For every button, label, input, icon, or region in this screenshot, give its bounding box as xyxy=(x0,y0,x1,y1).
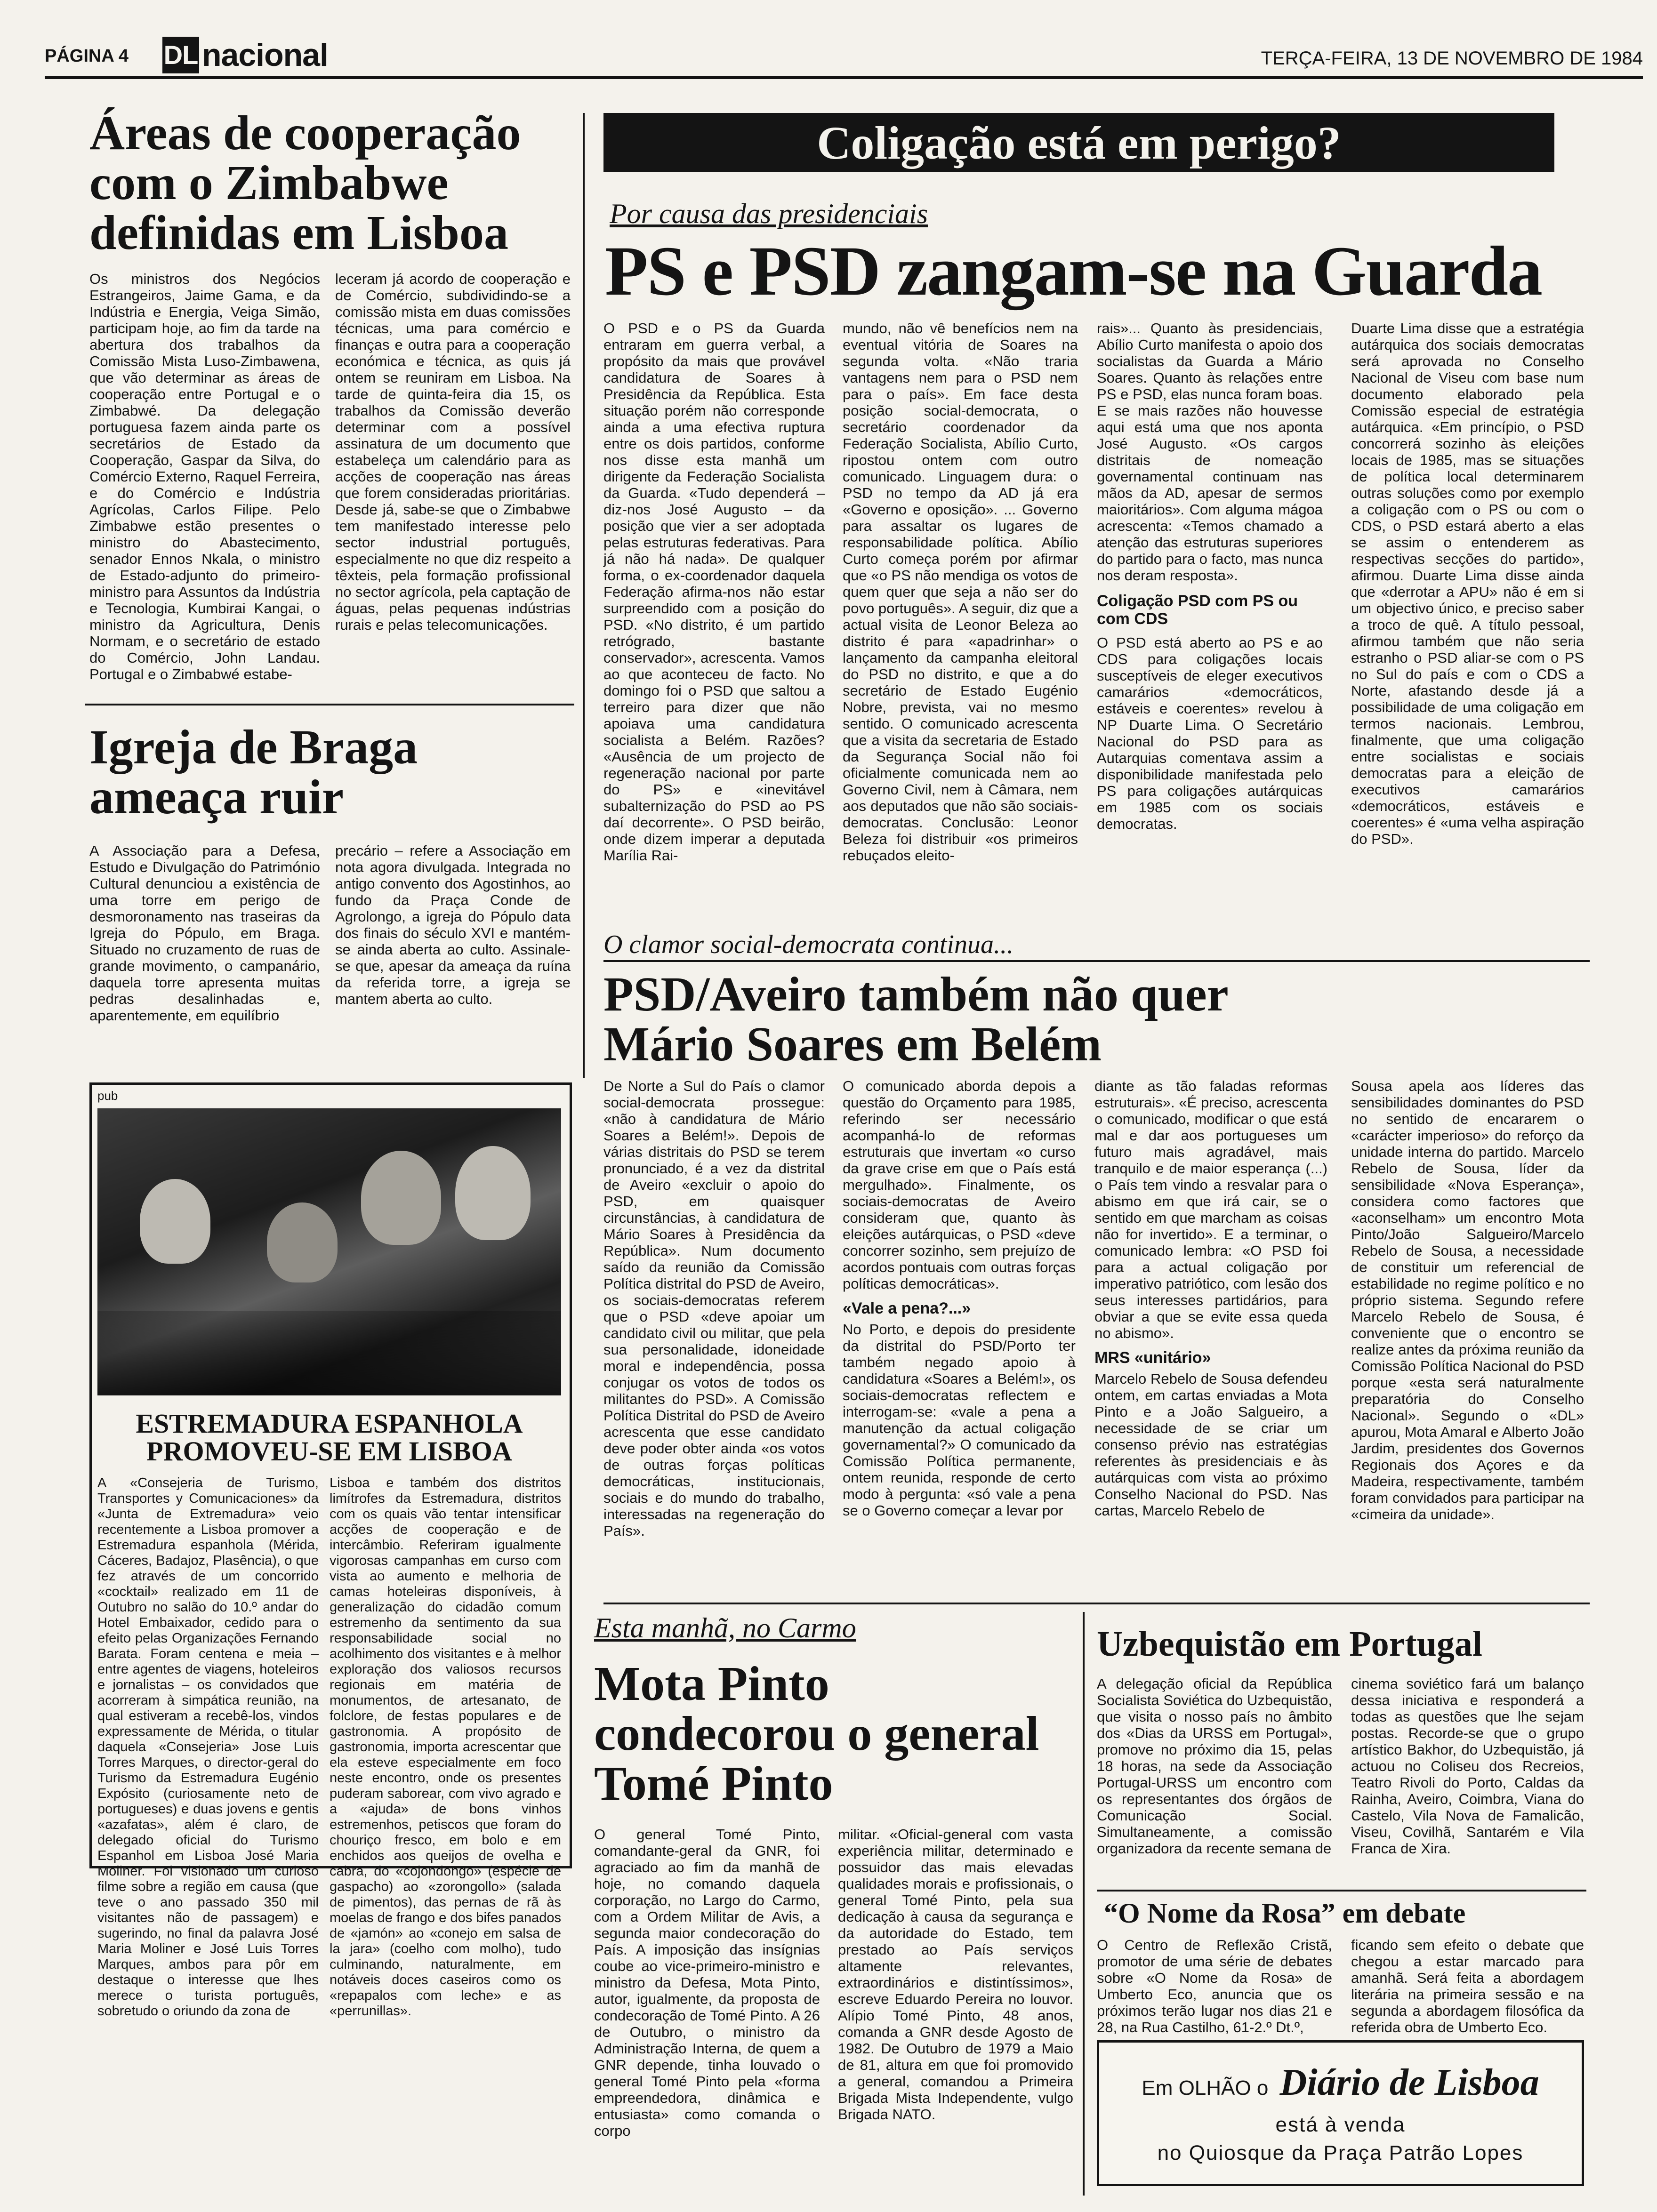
aveiro-col-1: De Norte a Sul do País o clamor social-democrata prossegue: «não à candidatura de Mário Soares a Belém!». Depois de várias distritais do PSD se terem pronunciado, é a vez da distrital de Aveiro «excluir o apoio do PSD, em quaisquer circunstâncias, à candidatura de Mário Soares à Presidência da República». Num documento saído da reunião da Comissão Política distrital do PSD de Aveiro, os sociais-democratas referem que o PSD «deve apoiar um candidato civil ou militar, que pela sua personalidade, idoneidade moral e independência, possa conjugar os votos de todos os militantes do PSD». A Comissão Política Distrital do PSD de Aveiro acrescenta que esse candidato deve poder obter ainda «os votos de outras forças políticas democráticas, institucionais, sociais e do mundo do trabalho, interessadas na regeneração do País». xyxy=(603,1078,825,1539)
guarda-subhead: Coligação PSD com PS ou com CDS xyxy=(1097,592,1298,628)
advertorial-box xyxy=(89,1082,572,2019)
section-logo-text: nacional xyxy=(202,37,328,73)
aveiro-col-3a: diante as tão faladas reformas estruturais». «É preciso, acrescenta o comunicado, modificar o que está mal e dar aos portugueses um futuro mais agradável, mais tranquilo e de maior esperança (...) o País tem vindo a resvalar para o abismo em que irá cair, se o sentido em que marcham as coisas não for invertido». E a terminar, o comunicado lembra: «O PSD foi para a actual coligação por imperativo patriótico, com lesão dos seus interesses partidários, para obviar a que se evite essa queda no abismo». xyxy=(1094,1078,1327,1341)
aveiro-col-3b: Marcelo Rebelo de Sousa defendeu ontem, em cartas enviadas a Mota Pinto e a João Salgueiro, a necessidade de se criar um consenso prévio nas estratégias referentes às presidenciais e às autárquicas com vista ao próximo Conselho Nacional do PSD. Nas cartas, Marcelo Rebelo de xyxy=(1094,1370,1327,1519)
estremadura-headline: ESTREMADURA ESPANHOLA PROMOVEU-SE EM LISBOA xyxy=(136,1408,523,1467)
aveiro-kicker: O clamor social-democrata continua... xyxy=(603,930,1014,959)
braga-col-1: A Associação para a Defesa, Estudo e Divulgação do Património Cultural denunciou a existência de uma torre em perigo de desmoronamento nas traseiras da Igreja do Pópulo, em Braga. Situado no cruzamento de ruas de grande movimento, o campanário, daquela torre apresenta muitas pedras desalinhadas e, aparentemente, em equilíbrio xyxy=(89,842,320,1024)
aveiro-col-2b: No Porto, e depois do presidente da distrital do PSD/Porto ter também negado apoio à candidatura «Soares a Belém!», os sociais-democratas reflectem e interrogam-se: «vale a pena a manutenção da actual coligação governamental?» O comunicado da Comissão Política permanente, ontem reunida, responde de certo modo à pergunta: «só vale a pena se o Governo começar a levar por xyxy=(843,1321,1076,1519)
section-divider xyxy=(85,704,574,705)
braga-col-2: precário – refere a Associação em nota agora divulgada. Integrada no antigo convento dos Agostinhos, ao fundo da Praça Conde de Agrolongo, a igreja do Pópulo data dos finais do século XVI e mantém-se ainda aberta ao culto. Assinale-se que, apesar da ameaça da ruína da referida torre, a igreja se mantem aberta ao culto. xyxy=(335,842,571,1007)
mota-headline: Mota Pinto condecorou o general Tomé Pinto xyxy=(594,1657,1039,1811)
guarda-col-3b: O PSD está aberto ao PS e ao CDS para coligações locais susceptíveis de eleger executivos camarários «democráticos, estáveis e coerentes» revelou à NP Duarte Lima. O Secretário Nacional do PSD para as Autarquias comentava assim a disponibilidade manifestada pelo PS para coligações autárquicas em 1985 com os sociais democratas. xyxy=(1097,634,1323,832)
aveiro-col-4: Sousa apela aos líderes das sensibilidades dominantes do PSD no sentido de encararem o «carácter imperioso» do reforço da unidade interna do partido. Marcelo Rebelo de Sousa, líder da sensibilidade «Nova Esperança», considera como factores que «aconselham» um encontro Mota Pinto/João Salgueiro/Marcelo Rebelo de Sousa, a necessidade de constituir um referencial de estabilidade no regime político e no próprio sistema. Segundo refere Marcelo Rebelo de Sousa, é conveniente que o encontro se realize antes da próxima reunião da Comissão Política Nacional do PSD porque «esta será naturalmente preparatória do Conselho Nacional». Segundo o «DL» apurou, Mota Amaral e Alberto João Jardim, presidentes dos Governos Regionais dos Açores e da Madeira, respectivamente, também foram convidados para participar na «cimeira da unidade». xyxy=(1351,1078,1584,1523)
ad-brand: Diário de Lisboa xyxy=(1279,2062,1539,2103)
zimbabwe-col-2: leceram já acordo de cooperação e de Comércio, subdividindo-se a comissão mista em duas comissões técnicas, uma para comércio e finanças e outra para a cooperação económica e técnica, as quis já ontem se reuniram em Lisboa. Na tarde de quinta-feira dia 15, os trabalhos da Comissão deverão determinar com a possível assinatura de um documento que estabeleça um calendário para as acções de cooperação nas áreas que forem consideradas prioritárias. Desde já, sabe-se que o Zimbabwe tem manifestado interesse pelo sector industrial português, especialmente no que diz respeito a têxteis, pela formação profissional no sector agrícola, pela captação de águas, pelas pequenas indústrias rurais e pelas telecomunicações. xyxy=(335,271,571,633)
newspaper-emblem-icon: DL xyxy=(162,37,199,73)
column-divider xyxy=(583,113,585,1078)
guarda-headline: PS e PSD zangam-se na Guarda xyxy=(605,232,1542,310)
issue-date: TERÇA-FEIRA, 13 DE NOVEMBRO DE 1984 xyxy=(1261,48,1643,69)
aveiro-col-3 xyxy=(1094,1078,1327,1519)
aveiro-rule xyxy=(603,960,1590,962)
page-number: PÁGINA 4 xyxy=(45,46,129,66)
ad-location: Em OLHÃO o xyxy=(1142,2076,1269,2100)
aveiro-subhead-1: «Vale a pena?...» xyxy=(843,1299,971,1317)
aveiro-col-2 xyxy=(843,1078,1076,1519)
zimbabwe-headline: Áreas de cooperação com o Zimbabwe definidas em Lisboa xyxy=(89,106,521,260)
aveiro-subhead-2: MRS «unitário» xyxy=(1094,1349,1211,1367)
column-divider xyxy=(1083,1612,1085,2196)
guarda-col-1: O PSD e o PS da Guarda entraram em guerra verbal, a propósito da mais que provável candidatura de Soares à Presidência da República. Esta situação porém não corresponde ainda a uma efectiva ruptura entre os dois partidos, conforme nos disse esta manhã um dirigente da Federação Socialista da Guarda. «Tudo dependerá – diz-nos José Augusto – da posição que vier a ser adoptada pelas estruturas federativas. Para já não há nada». De qualquer forma, o ex-coordenador daquela Federação afirma-nos não estar surpreendido com a posição do PSD. «No distrito, é um partido retrógrado, bastante conservador», acrescenta. Vamos ao que aconteceu de facto. No domingo foi o PSD que saltou a terreiro para dizer que não apoiava uma candidatura socialista a Belém. Razões? «Ausência de um projecto de regeneração nacional por parte do PS» e «inevitável subalternização do PSD ao PS daí decorrente». O PSD beirão, onde dizem imperar a deputada Marília Rai- xyxy=(603,320,825,864)
mota-col-1: O general Tomé Pinto, comandante-geral da GNR, foi agraciado ao fim da manhã de hoje, no comando daquela corporação, no Largo do Carmo, com a Ordem Militar de Avis, a segunda maior condecoração do País. A imposição das insígnias coube ao vice-primeiro-ministro e ministro da Defesa, Mota Pinto, autor, igualmente, da proposta de condecoração de Tomé Pinto. A 26 de Outubro, o ministro da Administração Interna, de quem a GNR depende, tinha louvado o general Tomé Pinto pela «forma empreendedora, dinâmica e entusiasta» como comanda o corpo xyxy=(594,1826,820,2139)
guarda-col-2: mundo, não vê benefícios nem na eventual vitória de Soares na segunda volta. «Não traria vantagens nem para o PSD nem para o país». Em face desta posição social-democrata, o secretário coordenador da Federação Socialista, Abílio Curto, ripostou ontem com outro comunicado. Linguagem dura: o PSD no tempo da AD já era «Governo e oposição». ... Governo para assaltar os lugares de responsabilidade política. Abílio Curto começa porém por afirmar que «o PS não mendiga os votos de quem quer que seja a não ser do povo português». A seguir, diz que a actual visita de Leonor Beleza ao distrito é para «apadrinhar» o lançamento da campanha eleitoral do PSD no distrito, e que a do secretário de Estado Eugénio Nobre, prevista, vai no mesmo sentido. O comunicado acrescenta que a visita da secretaria de Estado da Segurança Social não foi oficialmente comunicada nem ao Governo Civil, nem à Câmara, nem aos deputados que não são sociais-democratas. Conclusão: Leonor Beleza foi distribuir «os primeiros rebuçados eleito- xyxy=(843,320,1078,864)
aveiro-col-2a: O comunicado aborda depois a questão do Orçamento para 1985, referindo ser necessário acompanhá-lo de reformas estruturais que invertam «o curso da grave crise em que o País está mergulhado». Finalmente, os sociais-democratas de Aveiro consideram que, quanto às eleições autárquicas, o PSD «deve concorrer sozinho, sem prejuízo de acordos pontuais com outras forças políticas democráticas». xyxy=(843,1078,1076,1292)
guarda-col-3 xyxy=(1097,320,1323,832)
uzbek-headline: Uzbequistão em Portugal xyxy=(1097,1624,1483,1664)
estremadura-col-2: Lisboa e também dos distritos limítrofes da Estremadura, distritos com os quais vão tentar intensificar acções de cooperação e de intercâmbio. Referiram igualmente vigorosas campanhas em curso com vista ao aumento e melhoria de camas hoteleiras disponíveis, à generalização do cidadão comum estremenho da sentimento da sua responsabilidade social no acolhimento dos visitantes e à melhor exploração dos valiosos recursos regionais em matéria de monumentos, de artesanato, de folclore, de festas populares e de gastronomia. A propósito de gastronomia, importa acrescentar que ela esteve especialmente em foco neste encontro, onde os presentes puderam saborear, com vivo agrado e a «ajuda» de bons vinhos estremenhos, petiscos que foram do chouriço fresco, em bolo e em enchidos aos queijos de ovelha e cabra, do «cojondongo» (espécie de gaspacho) ao «zorongollo» (salada de pimentos), das pernas de rã às moelas de frango e dos bifes panados de «jamón» ao «conejo em salsa de la jara» (coelho com molho), tudo culminando, naturalmente, em notáveis doces caseiros como os «repapalos com leche» e as «perrunillas». xyxy=(330,1475,561,2019)
diario-ad-box xyxy=(1097,2040,1584,2186)
ad-line-1 xyxy=(1099,2061,1582,2104)
ad-line-2: está à venda xyxy=(1275,2113,1406,2136)
zimbabwe-col-1: Os ministros dos Negócios Estrangeiros, Jaime Gama, e da Indústria e Energia, Veiga Simão, participam hoje, ao fim da tarde na abertura dos trabalhos da Comissão Mista Luso-Zimbawena, que vão determinar as áreas de cooperação entre Portugal e o Zimbabwé. Da delegação portuguesa fazem ainda parte os secretários de Estado da Cooperação, Gaspar da Silva, do Comércio Externo, Raquel Ferreira, e do Comércio e Indústria Agrícolas, Carlos Filipe. Pelo Zimbabwe estão presentes o ministro do Abastecimento, senador Ennos Nkala, o ministro de Estado-adjunto do primeiro-ministro para Assuntos da Indústria e Tecnologia, Kumbirai Kangai, o ministro da Agricultura, Denis Normam, e o secretário de estado do Comércio, John Landau. Portugal e o Zimbabwé estabe- xyxy=(89,271,320,682)
banner-bar xyxy=(603,113,1554,172)
mota-col-2: militar. «Oficial-general com vasta experiência militar, determinado e possuidor das mais elevadas qualidades morais e profissionais, o general Tomé Pinto, pela sua dedicação à causa da segurança e da autoridade do Estado, tem prestado ao País serviços altamente relevantes, extraordinários e distintíssimos», escreve Eduardo Pereira no louvor. Alípio Tomé Pinto, 48 anos, comanda a GNR desde Agosto de 1982. De Outubro de 1979 a Maio de 81, altura em que foi promovido a general, comandou a Primeira Brigada Mista Independente, vulgo Brigada NATO. xyxy=(838,1826,1073,2123)
uzbek-col-2: cinema soviético fará um balanço dessa iniciativa e responderá a todas as questões que lhe sejam postas. Recorde-se que o grupo artístico Bakhor, do Uzbequistão, já actuou no Coliseu dos Recreios, Teatro Rivoli do Porto, Caldas da Rainha, Aveiro, Coimbra, Viana do Castelo, Vila Nova de Famalicão, Viseu, Covilhã, Santarém e Vila Franca de Xira. xyxy=(1351,1675,1584,1857)
section-divider xyxy=(603,1603,1590,1604)
rosa-col-1: O Centro de Reflexão Cristã, promotor de uma série de debates sobre «O Nome da Rosa» de Umberto Eco, anuncia que os próximos terão lugar nos dias 21 e 28, na Rua Castilho, 61-2.º Dt.º, xyxy=(1097,1937,1332,2036)
braga-headline: Igreja de Braga ameaça ruir xyxy=(89,720,418,825)
estremadura-col-1: A «Consejeria de Turismo, Transportes y Comunicaciones» da «Junta de Extremadura» veio recentemente a Lisboa promover a Estremadura espanhola (Mérida, Cáceres, Badajoz, Plasência), o que fez através de um concorrido «cocktail» realizado em 11 de Outubro no salão do 10.º andar do Hotel Embaixador, cedido para o efeito pelas Organizações Fernando Barata. Foram centena e meia – entre agentes de viagens, hoteleiros e jornalistas – os convidados que acorreram à simpática reunião, na qual estiveram a recebê-los, vindos expressamente de Mérida, o titular daquela «Consejeria» Jose Luis Torres Marques, o director-geral do Turismo da Estremadura Eugénio Expósito (curiosamente neto de portugueses) e duas jovens e gentis «azafatas», além é claro, de delegado oficial do Turismo Espanhol em Lisboa José Maria Moliner. Foi visionado um curioso filme sobre a região em causa (que teve o ano passado 350 mil visitantes não de passagem) e sugerindo, no final da palavra José Maria Moliner e José Luis Torres Marques, ambos para pôr em destaque o interesse que lhes merece o turista português, sobretudo o oriundo da zona de xyxy=(97,1475,319,2019)
guarda-col-3a: rais»... Quanto às presidenciais, Abílio Curto manifesta o apoio dos socialistas da Guarda a Mário Soares. Quanto às relações entre PS e PSD, elas nunca foram boas. E se mais razões não houvesse aqui está uma que nos aponta José Augusto. «Os cargos distritais de nomeação governamental continuam nas mãos da AD, apesar de sermos maioritários». Com alguma mágoa acrescenta: «Temos chamado a atenção das estruturas superiores do partido para o facto, mas nunca nos deram resposta». xyxy=(1097,320,1323,584)
ad-line-3: no Quiosque da Praça Patrão Lopes xyxy=(1157,2141,1524,2164)
reception-photo xyxy=(97,1108,561,1395)
rosa-headline: “O Nome da Rosa” em debate xyxy=(1104,1898,1466,1929)
guarda-col-4: Duarte Lima disse que a estratégia autárquica dos sociais democratas será aprovada no Conselho Nacional de Viseu com base num documento elaborado pela Comissão especial de estratégia autárquica. «Em princípio, o PSD concorrerá sozinho às eleições locais de 1985, mas se situações de política local determinarem outras soluções como por exemplo a coligação com o PS ou com o CDS, o PSD estará aberto a elas se assim o entenderem as respectivas secções do partido», afirmou. Duarte Lima disse ainda que «derrotar a APU» não é em si um objectivo único, e preciso saber a troco de quê. A título pessoal, afirmou também que não seria estranho o PSD aliar-se com o PS no Sul do país e com o CDS a Norte, afastando desde já a possibilidade de uma coligação em termos nacionais. Lembrou, finalmente, que uma coligação entre socialistas e sociais democratas para a eleição de executivos camarários «democráticos, estáveis e coerentes» é «uma velha aspiração do PSD». xyxy=(1351,320,1584,847)
rosa-col-2: ficando sem efeito o debate que chegou a estar marcado para amanhã. Será feita a abordagem literária na primeira sessão e na segunda a abordagem filosófica da referida obra de Umberto Eco. xyxy=(1351,1937,1584,2036)
guarda-kicker: Por causa das presidenciais xyxy=(610,198,928,229)
section-logo xyxy=(162,37,328,73)
header-rule xyxy=(45,76,1643,79)
mota-kicker: Esta manhã, no Carmo xyxy=(594,1612,856,1643)
rosa-rule xyxy=(1097,1890,1586,1891)
banner-title: Coligação está em perigo? xyxy=(817,117,1341,169)
pub-label: pub xyxy=(97,1089,118,1103)
aveiro-headline: PSD/Aveiro também não quer Mário Soares em Belém xyxy=(603,967,1228,1072)
uzbek-col-1: A delegação oficial da República Socialista Soviética do Uzbequistão, que visita o nosso país no âmbito dos «Dias da URSS em Portugal», promove no próximo dia 15, pelas 18 horas, na sede da Associação Portugal-URSS um encontro com os representantes dos órgãos de Comunicação Social. Simultaneamente, a comissão organizadora da recente semana de xyxy=(1097,1675,1332,1857)
